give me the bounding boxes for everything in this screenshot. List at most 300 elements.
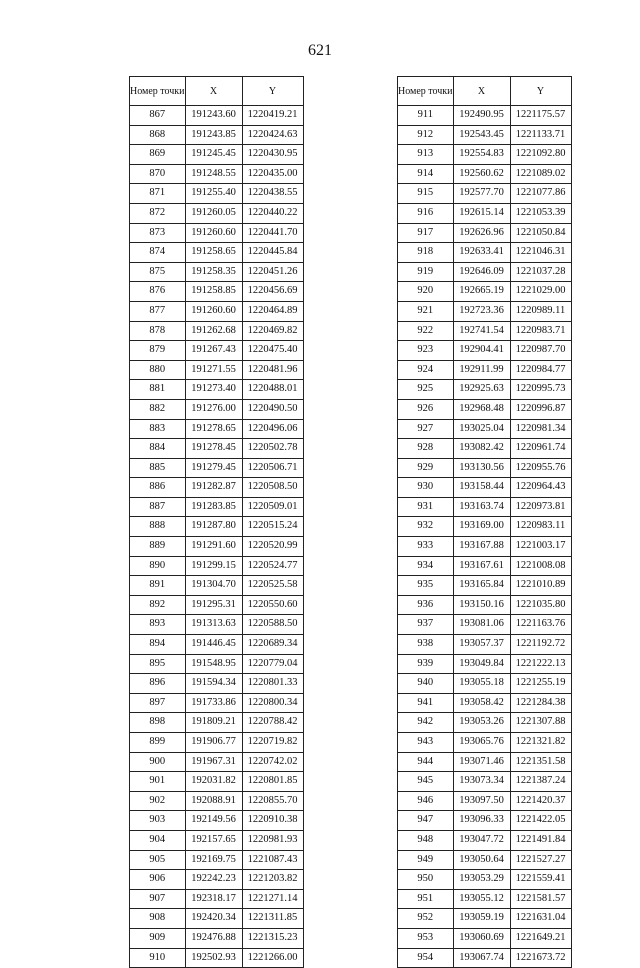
x-coordinate-cell: 193158.44 — [453, 478, 510, 498]
x-coordinate-cell: 192741.54 — [453, 321, 510, 341]
table-row — [398, 399, 572, 419]
point-number-cell: 918 — [398, 243, 454, 263]
point-number-cell: 875 — [130, 262, 186, 282]
table-row — [130, 184, 304, 204]
table-row — [398, 262, 572, 282]
x-coordinate-cell: 191258.65 — [185, 243, 242, 263]
point-number-cell: 915 — [398, 184, 454, 204]
y-coordinate-cell: 1220490.50 — [242, 399, 303, 419]
y-coordinate-cell: 1220989.11 — [510, 301, 571, 321]
table-row — [130, 870, 304, 890]
table-row — [130, 106, 304, 126]
table-row — [130, 164, 304, 184]
page-number: 621 — [308, 42, 332, 59]
point-number-cell: 926 — [398, 399, 454, 419]
table-row — [130, 830, 304, 850]
table-row — [398, 595, 572, 615]
point-number-cell: 921 — [398, 301, 454, 321]
x-coordinate-cell: 192577.70 — [453, 184, 510, 204]
point-number-cell: 888 — [130, 517, 186, 537]
y-coordinate-cell: 1221271.14 — [242, 889, 303, 909]
point-number-cell: 920 — [398, 282, 454, 302]
y-coordinate-cell: 1220779.04 — [242, 654, 303, 674]
y-coordinate-cell: 1221420.37 — [510, 791, 571, 811]
x-coordinate-cell: 191243.85 — [185, 125, 242, 145]
y-coordinate-cell: 1221387.24 — [510, 772, 571, 792]
point-number-cell: 919 — [398, 262, 454, 282]
x-coordinate-cell: 191245.45 — [185, 145, 242, 165]
x-coordinate-cell: 193165.84 — [453, 576, 510, 596]
x-coordinate-cell: 193049.84 — [453, 654, 510, 674]
y-coordinate-cell: 1220742.02 — [242, 752, 303, 772]
table-row — [130, 223, 304, 243]
y-coordinate-cell: 1220801.33 — [242, 674, 303, 694]
y-coordinate-cell: 1220509.01 — [242, 497, 303, 517]
x-coordinate-cell: 193096.33 — [453, 811, 510, 831]
table-row — [398, 380, 572, 400]
point-number-cell: 927 — [398, 419, 454, 439]
point-number-cell: 910 — [130, 948, 186, 968]
x-coordinate-cell: 192088.91 — [185, 791, 242, 811]
y-coordinate-cell: 1220502.78 — [242, 439, 303, 459]
table-row — [398, 791, 572, 811]
x-coordinate-cell: 191594.34 — [185, 674, 242, 694]
table-row — [130, 595, 304, 615]
x-coordinate-cell: 192420.34 — [185, 909, 242, 929]
x-coordinate-cell: 191287.80 — [185, 517, 242, 537]
table-row — [130, 615, 304, 635]
table-row — [398, 321, 572, 341]
table-row — [130, 811, 304, 831]
point-number-cell: 906 — [130, 870, 186, 890]
point-number-cell: 922 — [398, 321, 454, 341]
table-row — [398, 341, 572, 361]
x-coordinate-cell: 191271.55 — [185, 360, 242, 380]
point-number-cell: 900 — [130, 752, 186, 772]
x-coordinate-cell: 191299.15 — [185, 556, 242, 576]
x-coordinate-cell: 193059.19 — [453, 909, 510, 929]
header-y: Y — [242, 77, 303, 106]
point-number-cell: 884 — [130, 439, 186, 459]
table-row — [130, 262, 304, 282]
point-number-cell: 867 — [130, 106, 186, 126]
point-number-cell: 941 — [398, 693, 454, 713]
y-coordinate-cell: 1220481.96 — [242, 360, 303, 380]
x-coordinate-cell: 193065.76 — [453, 733, 510, 753]
table-row — [398, 615, 572, 635]
table-row — [398, 458, 572, 478]
table-row — [398, 145, 572, 165]
table-row — [130, 125, 304, 145]
x-coordinate-cell: 193055.18 — [453, 674, 510, 694]
x-coordinate-cell: 191282.87 — [185, 478, 242, 498]
table-row — [398, 928, 572, 948]
x-coordinate-cell: 193081.06 — [453, 615, 510, 635]
y-coordinate-cell: 1220995.73 — [510, 380, 571, 400]
y-coordinate-cell: 1221077.86 — [510, 184, 571, 204]
x-coordinate-cell: 192665.19 — [453, 282, 510, 302]
table-header-row — [130, 77, 304, 106]
x-coordinate-cell: 192490.95 — [453, 106, 510, 126]
point-number-cell: 911 — [398, 106, 454, 126]
x-coordinate-cell: 191291.60 — [185, 537, 242, 557]
y-coordinate-cell: 1220981.93 — [242, 830, 303, 850]
table-row — [398, 713, 572, 733]
table-row — [130, 478, 304, 498]
x-coordinate-cell: 191255.40 — [185, 184, 242, 204]
table-row — [398, 889, 572, 909]
x-coordinate-cell: 191906.77 — [185, 733, 242, 753]
y-coordinate-cell: 1220515.24 — [242, 517, 303, 537]
table-body-right — [398, 106, 572, 968]
x-coordinate-cell: 191283.85 — [185, 497, 242, 517]
header-y: Y — [510, 77, 571, 106]
x-coordinate-cell: 192031.82 — [185, 772, 242, 792]
x-coordinate-cell: 192925.63 — [453, 380, 510, 400]
y-coordinate-cell: 1220496.06 — [242, 419, 303, 439]
y-coordinate-cell: 1220506.71 — [242, 458, 303, 478]
point-number-cell: 909 — [130, 928, 186, 948]
y-coordinate-cell: 1221351.58 — [510, 752, 571, 772]
x-coordinate-cell: 193060.69 — [453, 928, 510, 948]
x-coordinate-cell: 192169.75 — [185, 850, 242, 870]
y-coordinate-cell: 1220508.50 — [242, 478, 303, 498]
x-coordinate-cell: 193073.34 — [453, 772, 510, 792]
point-number-cell: 913 — [398, 145, 454, 165]
table-row — [130, 203, 304, 223]
table-row — [398, 243, 572, 263]
y-coordinate-cell: 1220475.40 — [242, 341, 303, 361]
x-coordinate-cell: 193167.88 — [453, 537, 510, 557]
table-row — [398, 360, 572, 380]
coordinates-table-right — [397, 76, 572, 968]
y-coordinate-cell: 1221311.85 — [242, 909, 303, 929]
y-coordinate-cell: 1221046.31 — [510, 243, 571, 263]
y-coordinate-cell: 1220419.21 — [242, 106, 303, 126]
x-coordinate-cell: 192723.36 — [453, 301, 510, 321]
point-number-cell: 934 — [398, 556, 454, 576]
point-number-cell: 946 — [398, 791, 454, 811]
table-row — [130, 948, 304, 968]
table-row — [130, 360, 304, 380]
y-coordinate-cell: 1220524.77 — [242, 556, 303, 576]
table-row — [130, 458, 304, 478]
point-number-cell: 892 — [130, 595, 186, 615]
point-number-cell: 894 — [130, 635, 186, 655]
x-coordinate-cell: 191273.40 — [185, 380, 242, 400]
y-coordinate-cell: 1220441.70 — [242, 223, 303, 243]
y-coordinate-cell: 1221581.57 — [510, 889, 571, 909]
table-row — [130, 537, 304, 557]
point-number-cell: 891 — [130, 576, 186, 596]
point-number-cell: 873 — [130, 223, 186, 243]
x-coordinate-cell: 191267.43 — [185, 341, 242, 361]
table-row — [130, 576, 304, 596]
point-number-cell: 943 — [398, 733, 454, 753]
y-coordinate-cell: 1220987.70 — [510, 341, 571, 361]
point-number-cell: 950 — [398, 870, 454, 890]
y-coordinate-cell: 1220451.26 — [242, 262, 303, 282]
y-coordinate-cell: 1220984.77 — [510, 360, 571, 380]
x-coordinate-cell: 192911.99 — [453, 360, 510, 380]
x-coordinate-cell: 193097.50 — [453, 791, 510, 811]
point-number-cell: 912 — [398, 125, 454, 145]
point-number-cell: 945 — [398, 772, 454, 792]
x-coordinate-cell: 193130.56 — [453, 458, 510, 478]
y-coordinate-cell: 1220430.95 — [242, 145, 303, 165]
x-coordinate-cell: 191260.60 — [185, 223, 242, 243]
y-coordinate-cell: 1221559.41 — [510, 870, 571, 890]
point-number-cell: 923 — [398, 341, 454, 361]
table-row — [398, 517, 572, 537]
x-coordinate-cell: 191313.63 — [185, 615, 242, 635]
point-number-cell: 937 — [398, 615, 454, 635]
table-row — [398, 752, 572, 772]
table-row — [398, 203, 572, 223]
y-coordinate-cell: 1220788.42 — [242, 713, 303, 733]
y-coordinate-cell: 1221008.08 — [510, 556, 571, 576]
point-number-cell: 935 — [398, 576, 454, 596]
point-number-cell: 928 — [398, 439, 454, 459]
table-row — [130, 889, 304, 909]
table-row — [130, 341, 304, 361]
table-row — [398, 497, 572, 517]
y-coordinate-cell: 1220910.38 — [242, 811, 303, 831]
point-number-cell: 932 — [398, 517, 454, 537]
point-number-cell: 908 — [130, 909, 186, 929]
table-row — [130, 145, 304, 165]
y-coordinate-cell: 1221037.28 — [510, 262, 571, 282]
table-row — [398, 693, 572, 713]
y-coordinate-cell: 1221266.00 — [242, 948, 303, 968]
y-coordinate-cell: 1221203.82 — [242, 870, 303, 890]
table-row — [398, 948, 572, 968]
x-coordinate-cell: 192543.45 — [453, 125, 510, 145]
point-number-cell: 890 — [130, 556, 186, 576]
point-number-cell: 954 — [398, 948, 454, 968]
y-coordinate-cell: 1220520.99 — [242, 537, 303, 557]
point-number-cell: 930 — [398, 478, 454, 498]
y-coordinate-cell: 1221029.00 — [510, 282, 571, 302]
point-number-cell: 895 — [130, 654, 186, 674]
table-row — [398, 635, 572, 655]
header-point-label: Номер точки — [130, 85, 185, 97]
x-coordinate-cell: 192633.41 — [453, 243, 510, 263]
table-row — [130, 654, 304, 674]
y-coordinate-cell: 1221315.23 — [242, 928, 303, 948]
y-coordinate-cell: 1220955.76 — [510, 458, 571, 478]
y-coordinate-cell: 1221527.27 — [510, 850, 571, 870]
point-number-cell: 947 — [398, 811, 454, 831]
point-number-cell: 951 — [398, 889, 454, 909]
x-coordinate-cell: 192502.93 — [185, 948, 242, 968]
table-row — [398, 301, 572, 321]
x-coordinate-cell: 191304.70 — [185, 576, 242, 596]
x-coordinate-cell: 193058.42 — [453, 693, 510, 713]
table-row — [130, 909, 304, 929]
point-number-cell: 901 — [130, 772, 186, 792]
table-row — [398, 772, 572, 792]
x-coordinate-cell: 192560.62 — [453, 164, 510, 184]
point-number-cell: 870 — [130, 164, 186, 184]
point-number-cell: 881 — [130, 380, 186, 400]
x-coordinate-cell: 193082.42 — [453, 439, 510, 459]
x-coordinate-cell: 193163.74 — [453, 497, 510, 517]
point-number-cell: 893 — [130, 615, 186, 635]
y-coordinate-cell: 1220983.71 — [510, 321, 571, 341]
point-number-cell: 896 — [130, 674, 186, 694]
x-coordinate-cell: 193071.46 — [453, 752, 510, 772]
x-coordinate-cell: 191295.31 — [185, 595, 242, 615]
y-coordinate-cell: 1220689.34 — [242, 635, 303, 655]
table-body-left — [130, 106, 304, 968]
y-coordinate-cell: 1221673.72 — [510, 948, 571, 968]
x-coordinate-cell: 191809.21 — [185, 713, 242, 733]
table-row — [398, 830, 572, 850]
y-coordinate-cell: 1221631.04 — [510, 909, 571, 929]
y-coordinate-cell: 1220440.22 — [242, 203, 303, 223]
y-coordinate-cell: 1220464.89 — [242, 301, 303, 321]
x-coordinate-cell: 191276.00 — [185, 399, 242, 419]
point-number-cell: 872 — [130, 203, 186, 223]
x-coordinate-cell: 192554.83 — [453, 145, 510, 165]
y-coordinate-cell: 1221163.76 — [510, 615, 571, 635]
point-number-cell: 929 — [398, 458, 454, 478]
x-coordinate-cell: 193025.04 — [453, 419, 510, 439]
y-coordinate-cell: 1220983.11 — [510, 517, 571, 537]
table-row — [398, 870, 572, 890]
header-point-number — [130, 77, 186, 106]
point-number-cell: 886 — [130, 478, 186, 498]
y-coordinate-cell: 1221087.43 — [242, 850, 303, 870]
table-row — [398, 106, 572, 126]
y-coordinate-cell: 1221053.39 — [510, 203, 571, 223]
point-number-cell: 883 — [130, 419, 186, 439]
table-row — [398, 282, 572, 302]
table-row — [130, 419, 304, 439]
x-coordinate-cell: 192646.09 — [453, 262, 510, 282]
coordinates-table-left — [129, 76, 304, 968]
x-coordinate-cell: 191548.95 — [185, 654, 242, 674]
y-coordinate-cell: 1220438.55 — [242, 184, 303, 204]
point-number-cell: 907 — [130, 889, 186, 909]
x-coordinate-cell: 191260.60 — [185, 301, 242, 321]
x-coordinate-cell: 193050.64 — [453, 850, 510, 870]
y-coordinate-cell: 1220550.60 — [242, 595, 303, 615]
table-row — [130, 733, 304, 753]
x-coordinate-cell: 191278.45 — [185, 439, 242, 459]
table-row — [130, 243, 304, 263]
point-number-cell: 939 — [398, 654, 454, 674]
y-coordinate-cell: 1221035.80 — [510, 595, 571, 615]
point-number-cell: 871 — [130, 184, 186, 204]
x-coordinate-cell: 192476.88 — [185, 928, 242, 948]
table-row — [398, 419, 572, 439]
point-number-cell: 887 — [130, 497, 186, 517]
table-row — [130, 713, 304, 733]
x-coordinate-cell: 193150.16 — [453, 595, 510, 615]
table-row — [130, 635, 304, 655]
y-coordinate-cell: 1221307.88 — [510, 713, 571, 733]
y-coordinate-cell: 1220973.81 — [510, 497, 571, 517]
table-row — [130, 439, 304, 459]
point-number-cell: 924 — [398, 360, 454, 380]
table-row — [130, 517, 304, 537]
y-coordinate-cell: 1220996.87 — [510, 399, 571, 419]
table-row — [398, 654, 572, 674]
y-coordinate-cell: 1220445.84 — [242, 243, 303, 263]
x-coordinate-cell: 192615.14 — [453, 203, 510, 223]
y-coordinate-cell: 1220981.34 — [510, 419, 571, 439]
x-coordinate-cell: 193047.72 — [453, 830, 510, 850]
x-coordinate-cell: 193067.74 — [453, 948, 510, 968]
y-coordinate-cell: 1221491.84 — [510, 830, 571, 850]
point-number-cell: 916 — [398, 203, 454, 223]
table-row — [398, 439, 572, 459]
point-number-cell: 879 — [130, 341, 186, 361]
y-coordinate-cell: 1221003.17 — [510, 537, 571, 557]
table-row — [130, 928, 304, 948]
y-coordinate-cell: 1221422.05 — [510, 811, 571, 831]
table-header-row — [398, 77, 572, 106]
y-coordinate-cell: 1220469.82 — [242, 321, 303, 341]
header-x: X — [185, 77, 242, 106]
table-row — [130, 772, 304, 792]
point-number-cell: 933 — [398, 537, 454, 557]
x-coordinate-cell: 193055.12 — [453, 889, 510, 909]
point-number-cell: 889 — [130, 537, 186, 557]
x-coordinate-cell: 192242.23 — [185, 870, 242, 890]
point-number-cell: 899 — [130, 733, 186, 753]
x-coordinate-cell: 191278.65 — [185, 419, 242, 439]
table-row — [398, 576, 572, 596]
table-row — [398, 125, 572, 145]
table-row — [398, 478, 572, 498]
y-coordinate-cell: 1221284.38 — [510, 693, 571, 713]
x-coordinate-cell: 191733.86 — [185, 693, 242, 713]
y-coordinate-cell: 1220961.74 — [510, 439, 571, 459]
point-number-cell: 938 — [398, 635, 454, 655]
y-coordinate-cell: 1220525.58 — [242, 576, 303, 596]
x-coordinate-cell: 192318.17 — [185, 889, 242, 909]
point-number-cell: 925 — [398, 380, 454, 400]
x-coordinate-cell: 191243.60 — [185, 106, 242, 126]
point-number-cell: 905 — [130, 850, 186, 870]
point-number-cell: 914 — [398, 164, 454, 184]
table-row — [398, 537, 572, 557]
x-coordinate-cell: 193169.00 — [453, 517, 510, 537]
point-number-cell: 877 — [130, 301, 186, 321]
table-row — [130, 791, 304, 811]
point-number-cell: 942 — [398, 713, 454, 733]
y-coordinate-cell: 1220801.85 — [242, 772, 303, 792]
x-coordinate-cell: 193053.29 — [453, 870, 510, 890]
y-coordinate-cell: 1221089.02 — [510, 164, 571, 184]
x-coordinate-cell: 192968.48 — [453, 399, 510, 419]
y-coordinate-cell: 1220456.69 — [242, 282, 303, 302]
point-number-cell: 917 — [398, 223, 454, 243]
table-row — [130, 301, 304, 321]
point-number-cell: 948 — [398, 830, 454, 850]
point-number-cell: 878 — [130, 321, 186, 341]
x-coordinate-cell: 192157.65 — [185, 830, 242, 850]
point-number-cell: 885 — [130, 458, 186, 478]
table-row — [130, 850, 304, 870]
y-coordinate-cell: 1221010.89 — [510, 576, 571, 596]
table-row — [130, 752, 304, 772]
header-x: X — [453, 77, 510, 106]
point-number-cell: 897 — [130, 693, 186, 713]
